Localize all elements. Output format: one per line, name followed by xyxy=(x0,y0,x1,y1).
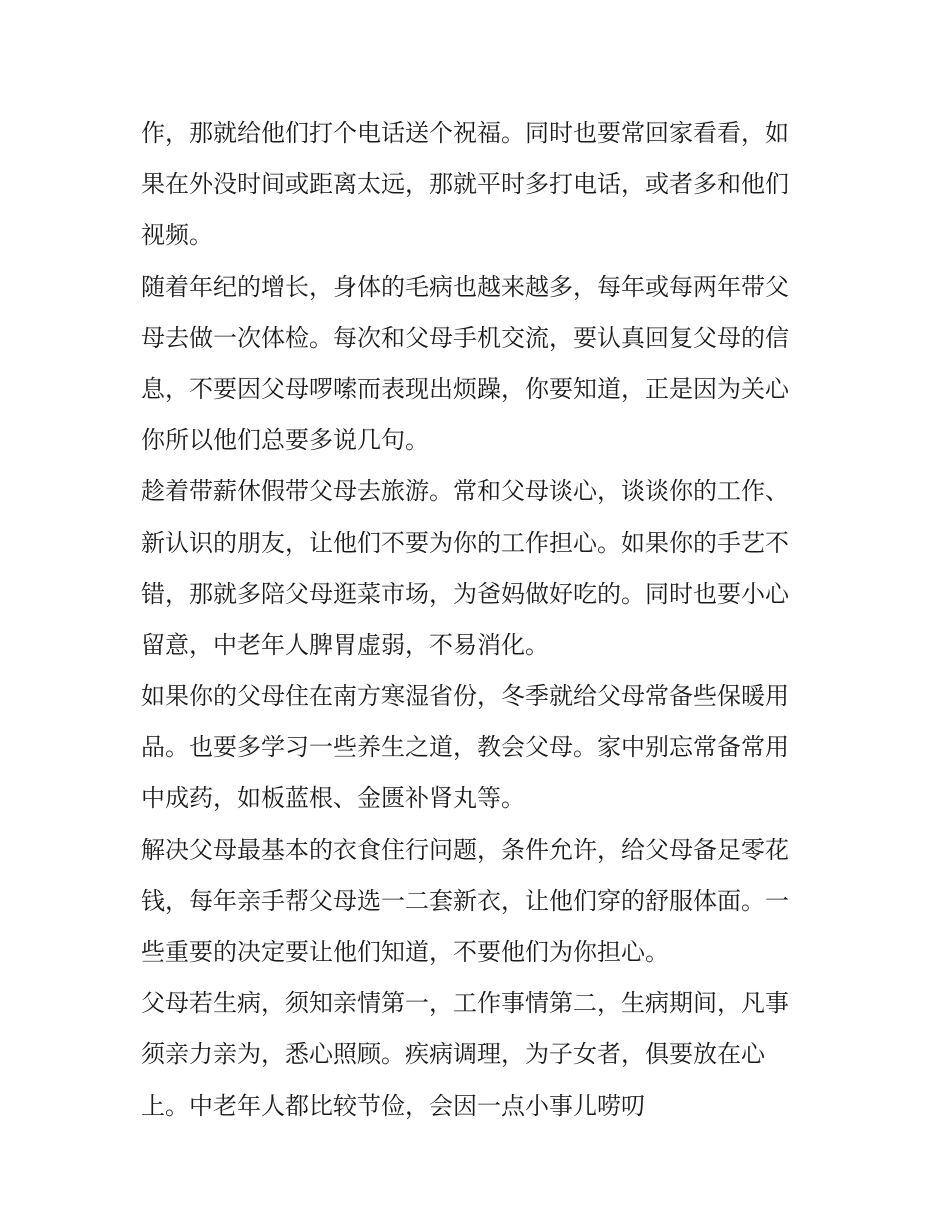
text-line: 母去做一次体检。每次和父母手机交流，要认真回复父母的信 xyxy=(141,323,789,352)
text-line: 你所以他们总要多说几句。 xyxy=(141,426,429,455)
text-line: 错，那就多陪父母逛菜市场，为爸妈做好吃的。同时也要小心 xyxy=(141,579,789,608)
text-line: 趁着带薪休假带父母去旅游。常和父母谈心，谈谈你的工作、 xyxy=(141,477,789,506)
text-line: 随着年纪的增长，身体的毛病也越来越多，每年或每两年带父 xyxy=(141,272,789,301)
text-line: 果在外没时间或距离太远，那就平时多打电话，或者多和他们 xyxy=(141,170,789,199)
text-line: 中成药，如板蓝根、金匮补肾丸等。 xyxy=(141,784,525,813)
text-line: 解决父母最基本的衣食住行问题，条件允许，给父母备足零花 xyxy=(141,835,789,864)
text-line: 留意，中老年人脾胃虚弱，不易消化。 xyxy=(141,630,549,659)
text-line: 上。中老年人都比较节俭，会因一点小事儿唠叨 xyxy=(141,1091,645,1120)
text-line: 新认识的朋友，让他们不要为你的工作担心。如果你的手艺不 xyxy=(141,528,789,557)
text-line: 作，那就给他们打个电话送个祝福。同时也要常回家看看，如 xyxy=(141,119,789,147)
text-line: 钱，每年亲手帮父母选一二套新衣，让他们穿的舒服体面。一 xyxy=(141,886,789,915)
text-line: 须亲力亲为，悉心照顾。疾病调理，为子女者，俱要放在心 xyxy=(141,1040,765,1069)
text-line: 视频。 xyxy=(141,221,213,250)
text-line: 父母若生病，须知亲情第一，工作事情第二，生病期间，凡事 xyxy=(141,989,789,1018)
document-body-text xyxy=(141,108,817,1132)
text-line: 些重要的决定要让他们知道，不要他们为你担心。 xyxy=(141,938,669,966)
text-line: 如果你的父母住在南方寒湿省份，冬季就给父母常备些保暖用 xyxy=(141,682,789,711)
text-line: 息，不要因父母啰嗦而表现出烦躁，你要知道，正是因为关心 xyxy=(141,374,789,403)
text-line: 品。也要多学习一些养生之道，教会父母。家中别忘常备常用 xyxy=(141,733,789,762)
